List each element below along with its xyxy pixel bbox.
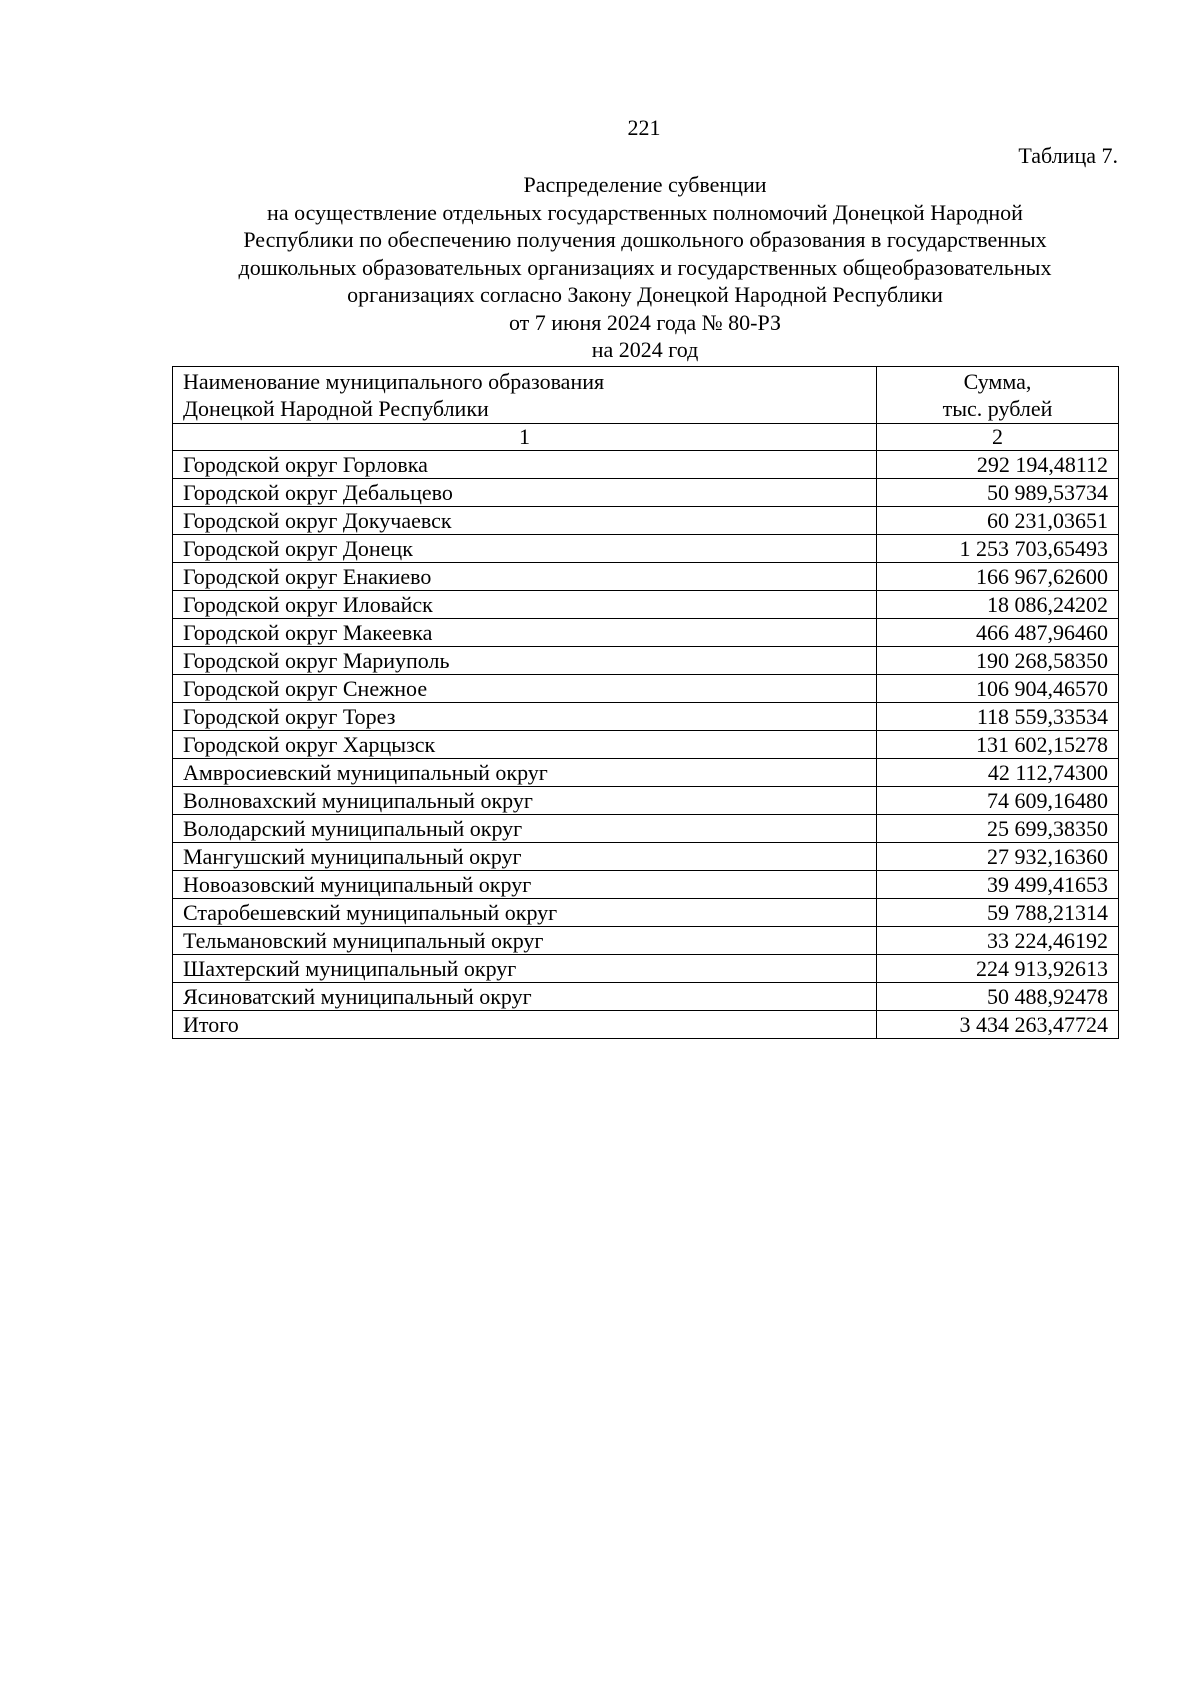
subvention-sum: 190 268,58350 — [877, 647, 1119, 675]
title-line: на 2024 год — [591, 337, 699, 362]
municipality-name: Амвросиевский муниципальный округ — [173, 759, 877, 787]
table-row — [173, 787, 1119, 815]
table-row — [173, 535, 1119, 563]
table-row — [173, 563, 1119, 591]
table-row — [173, 703, 1119, 731]
municipality-name: Городской округ Горловка — [173, 451, 877, 479]
header-sum-line2: тыс. рублей — [942, 396, 1053, 421]
municipality-name: Городской округ Макеевка — [173, 619, 877, 647]
municipality-name: Новоазовский муниципальный округ — [173, 871, 877, 899]
header-sum — [877, 367, 1119, 424]
column-number-row — [173, 424, 1119, 451]
table-row — [173, 507, 1119, 535]
subvention-sum: 50 488,92478 — [877, 983, 1119, 1011]
table-row — [173, 955, 1119, 983]
table-row — [173, 899, 1119, 927]
municipality-name: Старобешевский муниципальный округ — [173, 899, 877, 927]
subvention-sum: 60 231,03651 — [877, 507, 1119, 535]
subvention-sum: 1 253 703,65493 — [877, 535, 1119, 563]
municipality-name: Городской округ Харцызск — [173, 731, 877, 759]
subvention-sum: 18 086,24202 — [877, 591, 1119, 619]
municipality-name: Городской округ Торез — [173, 703, 877, 731]
table-row — [173, 675, 1119, 703]
title-line: дошкольных образовательных организациях и государственных общеобразовательных — [238, 254, 1052, 280]
document-title — [172, 171, 1118, 364]
subvention-sum: 25 699,38350 — [877, 815, 1119, 843]
table-row — [173, 927, 1119, 955]
table-row — [173, 731, 1119, 759]
total-label: Итого — [173, 1011, 877, 1039]
subvention-sum: 166 967,62600 — [877, 563, 1119, 591]
subvention-sum: 106 904,46570 — [877, 675, 1119, 703]
subvention-sum: 74 609,16480 — [877, 787, 1119, 815]
municipality-name: Волновахский муниципальный округ — [173, 787, 877, 815]
page-number: 221 — [627, 115, 661, 140]
subvention-sum: 224 913,92613 — [877, 955, 1119, 983]
header-sum-line1: Сумма, — [963, 369, 1032, 394]
title-line: от 7 июня 2024 года № 80-РЗ — [508, 309, 782, 335]
table-row — [173, 647, 1119, 675]
column-number: 1 — [173, 424, 877, 451]
table-row — [173, 759, 1119, 787]
title-line: Распределение субвенции — [523, 172, 767, 197]
table-row — [173, 591, 1119, 619]
table-row — [173, 871, 1119, 899]
municipality-name: Володарский муниципальный округ — [173, 815, 877, 843]
subvention-sum: 33 224,46192 — [877, 927, 1119, 955]
total-row — [173, 1011, 1119, 1039]
table-header-row — [173, 367, 1119, 424]
subvention-sum: 50 989,53734 — [877, 479, 1119, 507]
subvention-table — [172, 366, 1119, 1039]
municipality-name: Шахтерский муниципальный округ — [173, 955, 877, 983]
table-row — [173, 843, 1119, 871]
table-label: Таблица 7. — [1018, 143, 1118, 168]
subvention-sum: 131 602,15278 — [877, 731, 1119, 759]
title-line: Республики по обеспечению получения дошкольного образования в государственных — [243, 227, 1047, 252]
table-row — [173, 479, 1119, 507]
header-municipality — [173, 367, 877, 424]
header-municipality-line2: Донецкой Народной Республики — [183, 396, 489, 421]
subvention-sum: 59 788,21314 — [877, 899, 1119, 927]
subvention-sum: 118 559,33534 — [877, 703, 1119, 731]
municipality-name: Тельмановский муниципальный округ — [173, 927, 877, 955]
municipality-name: Городской округ Иловайск — [173, 591, 877, 619]
municipality-name: Мангушский муниципальный округ — [173, 843, 877, 871]
municipality-name: Городской округ Докучаевск — [173, 507, 877, 535]
municipality-name: Ясиноватский муниципальный округ — [173, 983, 877, 1011]
municipality-name: Городской округ Енакиево — [173, 563, 877, 591]
municipality-name: Городской округ Донецк — [173, 535, 877, 563]
title-line: организациях согласно Закону Донецкой Народной Республики — [347, 282, 943, 307]
subvention-sum: 292 194,48112 — [877, 451, 1119, 479]
subvention-sum: 466 487,96460 — [877, 619, 1119, 647]
subvention-sum: 39 499,41653 — [877, 871, 1119, 899]
subvention-sum: 27 932,16360 — [877, 843, 1119, 871]
table-row — [173, 619, 1119, 647]
table-body — [173, 451, 1119, 1011]
municipality-name: Городской округ Мариуполь — [173, 647, 877, 675]
table-row — [173, 815, 1119, 843]
municipality-name: Городской округ Дебальцево — [173, 479, 877, 507]
header-municipality-line1: Наименование муниципального образования — [183, 369, 605, 394]
total-sum: 3 434 263,47724 — [877, 1011, 1119, 1039]
subvention-sum: 42 112,74300 — [877, 759, 1119, 787]
table-row — [173, 451, 1119, 479]
table-row — [173, 983, 1119, 1011]
title-line: на осуществление отдельных государственных полномочий Донецкой Народной — [267, 199, 1023, 225]
column-number: 2 — [877, 424, 1119, 451]
municipality-name: Городской округ Снежное — [173, 675, 877, 703]
